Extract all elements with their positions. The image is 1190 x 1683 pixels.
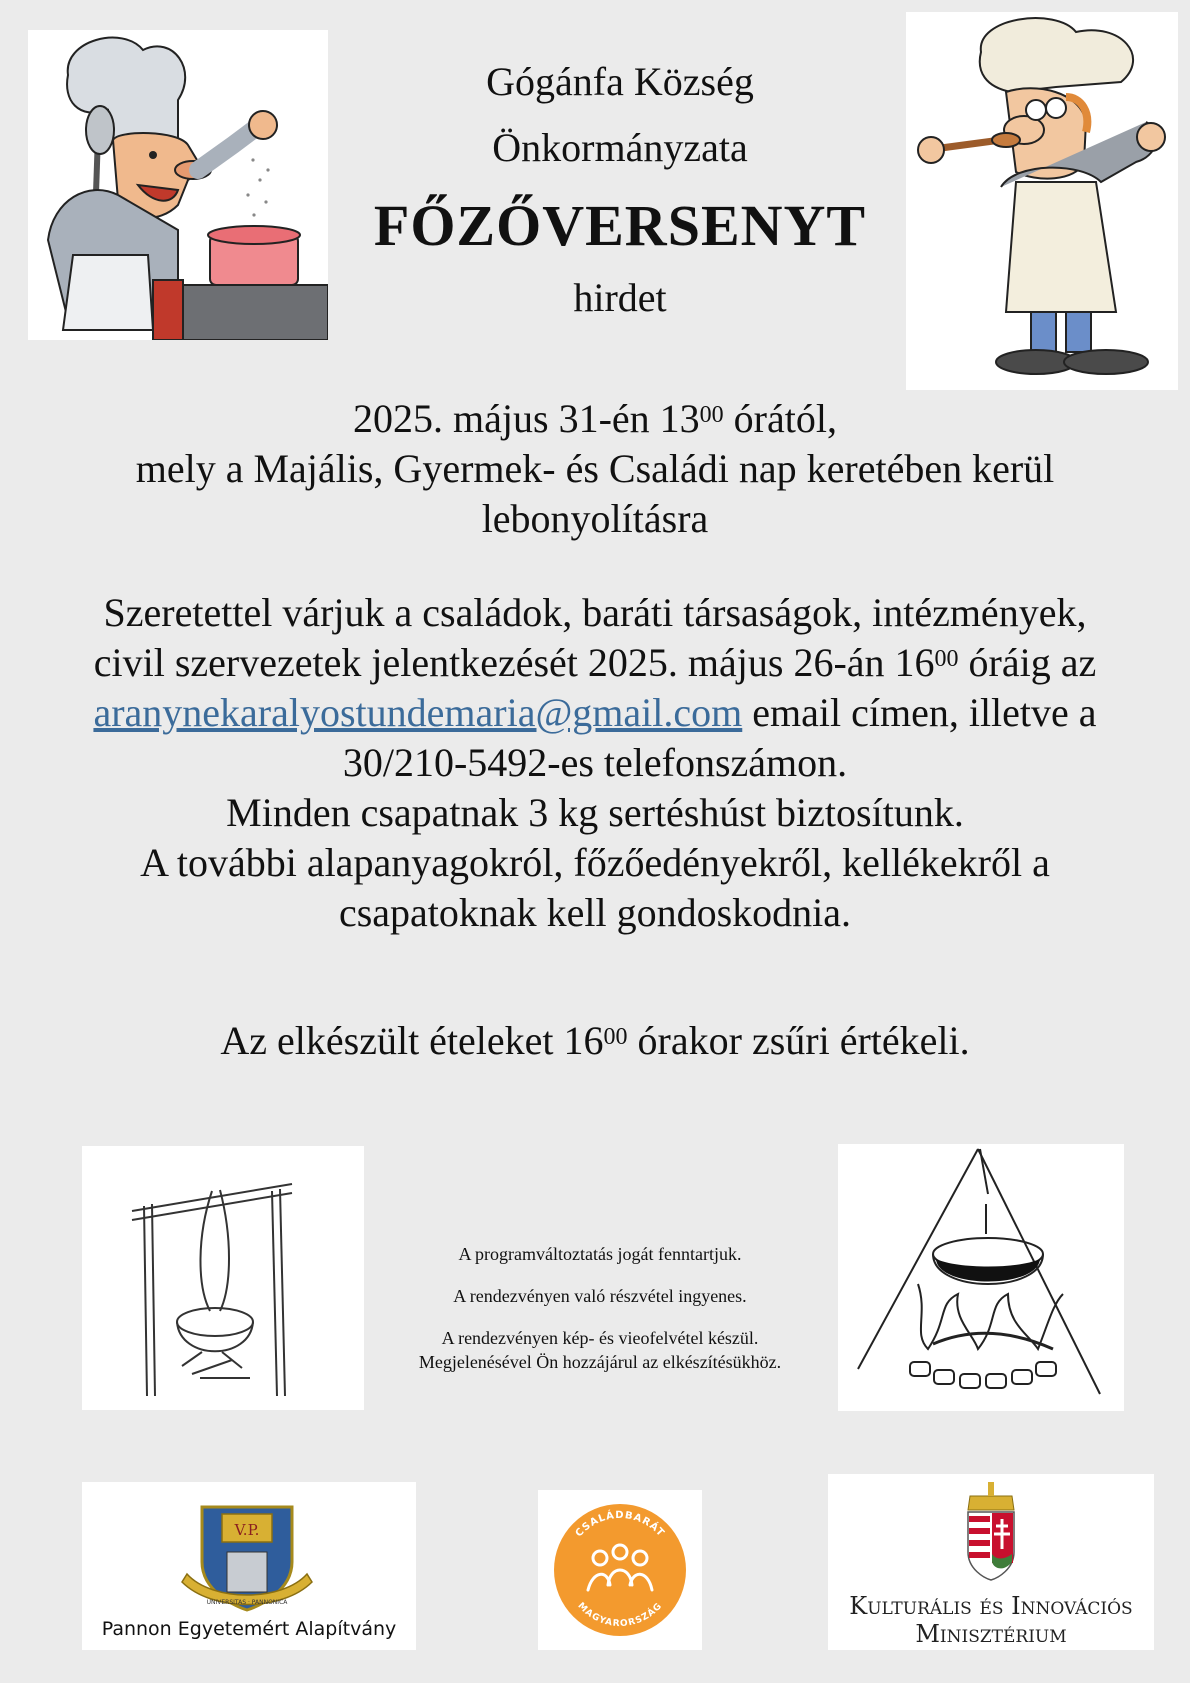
csaladbarat-bottom-text: MAGYARORSZÁG: [575, 1601, 665, 1630]
pannon-foundation-logo: [82, 1482, 416, 1650]
tripod-cauldron-fire-illustration: [838, 1144, 1124, 1411]
notes-block: [380, 1242, 820, 1374]
pannon-crest-letters: V.P.: [234, 1521, 260, 1539]
ingredients-line-2: csapatoknak kell gondoskodnia.: [338, 890, 852, 935]
email-link[interactable]: aranynekaralyostundemaria@gmail.com: [93, 690, 743, 735]
cauldron-on-poles-illustration: [82, 1146, 364, 1410]
evaluation-suffix: órakor zsűri értékeli.: [627, 1018, 970, 1063]
hungarian-coat-of-arms: [828, 1474, 1154, 1584]
evaluation-minutes: 00: [603, 1024, 628, 1050]
evaluation-line: [60, 1016, 1130, 1066]
chef-tasting-illustration: [906, 12, 1178, 390]
date-block: [60, 394, 1130, 544]
tripod-cauldron-fire-drawing: [838, 1144, 1124, 1411]
pannon-crest-drawing: [82, 1482, 416, 1612]
note-program-change: A programváltoztatás jogát fenntartjuk.: [458, 1244, 742, 1264]
event-date-line: [60, 394, 1130, 444]
event-context-line-2: lebonyolításra: [481, 496, 709, 541]
csaladbarat-circle-drawing: [538, 1490, 702, 1650]
registration-deadline-text: civil szervezetek jelentkezését 2025. május 26-án 16: [93, 640, 935, 685]
registration-deadline-line: [60, 638, 1130, 688]
ministry-name: [828, 1592, 1154, 1648]
event-date-text: 2025. május 31-én 13: [353, 396, 700, 441]
contact-line: [60, 688, 1130, 738]
ministry-logo: [828, 1474, 1154, 1650]
organizer-line-1: Gógánfa Község: [486, 59, 754, 104]
phone-line: 30/210-5492-es telefonszámon.: [342, 740, 848, 785]
contact-suffix: email címen, illetve a: [742, 690, 1097, 735]
chef-salting-drawing: [28, 30, 328, 340]
note-recording-line-1: A rendezvényen kép- és vieofelvétel készül.: [441, 1328, 759, 1348]
event-context-line: mely a Majális, Gyermek- és Családi nap keretében kerül: [135, 446, 1055, 491]
event-date-minutes: 00: [699, 402, 724, 428]
registration-deadline-suffix: óráig az: [958, 640, 1097, 685]
event-date-suffix: órától,: [723, 396, 837, 441]
note-free-participation: A rendezvényen való részvétel ingyenes.: [453, 1286, 747, 1306]
invitation-block: [60, 588, 1130, 938]
chef-salting-illustration: [28, 30, 328, 340]
pork-provision-line: Minden csapatnak 3 kg sertéshúst biztosítunk.: [226, 790, 964, 835]
invitation-line-1: Szeretettel várjuk a családok, baráti társaságok, intézmények,: [103, 590, 1087, 635]
announces-word: hirdet: [573, 275, 667, 320]
organizer-line-2: Önkormányzata: [492, 125, 748, 170]
registration-deadline-minutes: 00: [934, 646, 959, 672]
ministry-name-line-2: Minisztérium: [915, 1620, 1067, 1648]
csaladbarat-top-text: CSALÁDBARÁT: [573, 1509, 667, 1540]
pannon-ribbon-text: UNIVERSITAS · PANNONICA: [206, 1599, 288, 1606]
note-recording: [380, 1326, 820, 1374]
ingredients-line: A további alapanyagokról, főzőedényekről, kellékekről a: [140, 840, 1050, 885]
chef-tasting-drawing: [906, 12, 1178, 390]
cauldron-on-poles-drawing: [82, 1146, 364, 1410]
evaluation-text: Az elkészült ételeket 16: [220, 1018, 604, 1063]
note-recording-line-2: Megjelenésével Ön hozzájárul az elkészítésükhöz.: [418, 1352, 782, 1372]
ministry-name-line-1: Kulturális és Innovációs: [849, 1592, 1133, 1620]
event-title: FŐZŐVERSENYT: [373, 193, 867, 258]
pannon-foundation-label: Pannon Egyetemért Alapítvány: [101, 1618, 397, 1640]
csaladbarat-logo: [538, 1490, 702, 1650]
